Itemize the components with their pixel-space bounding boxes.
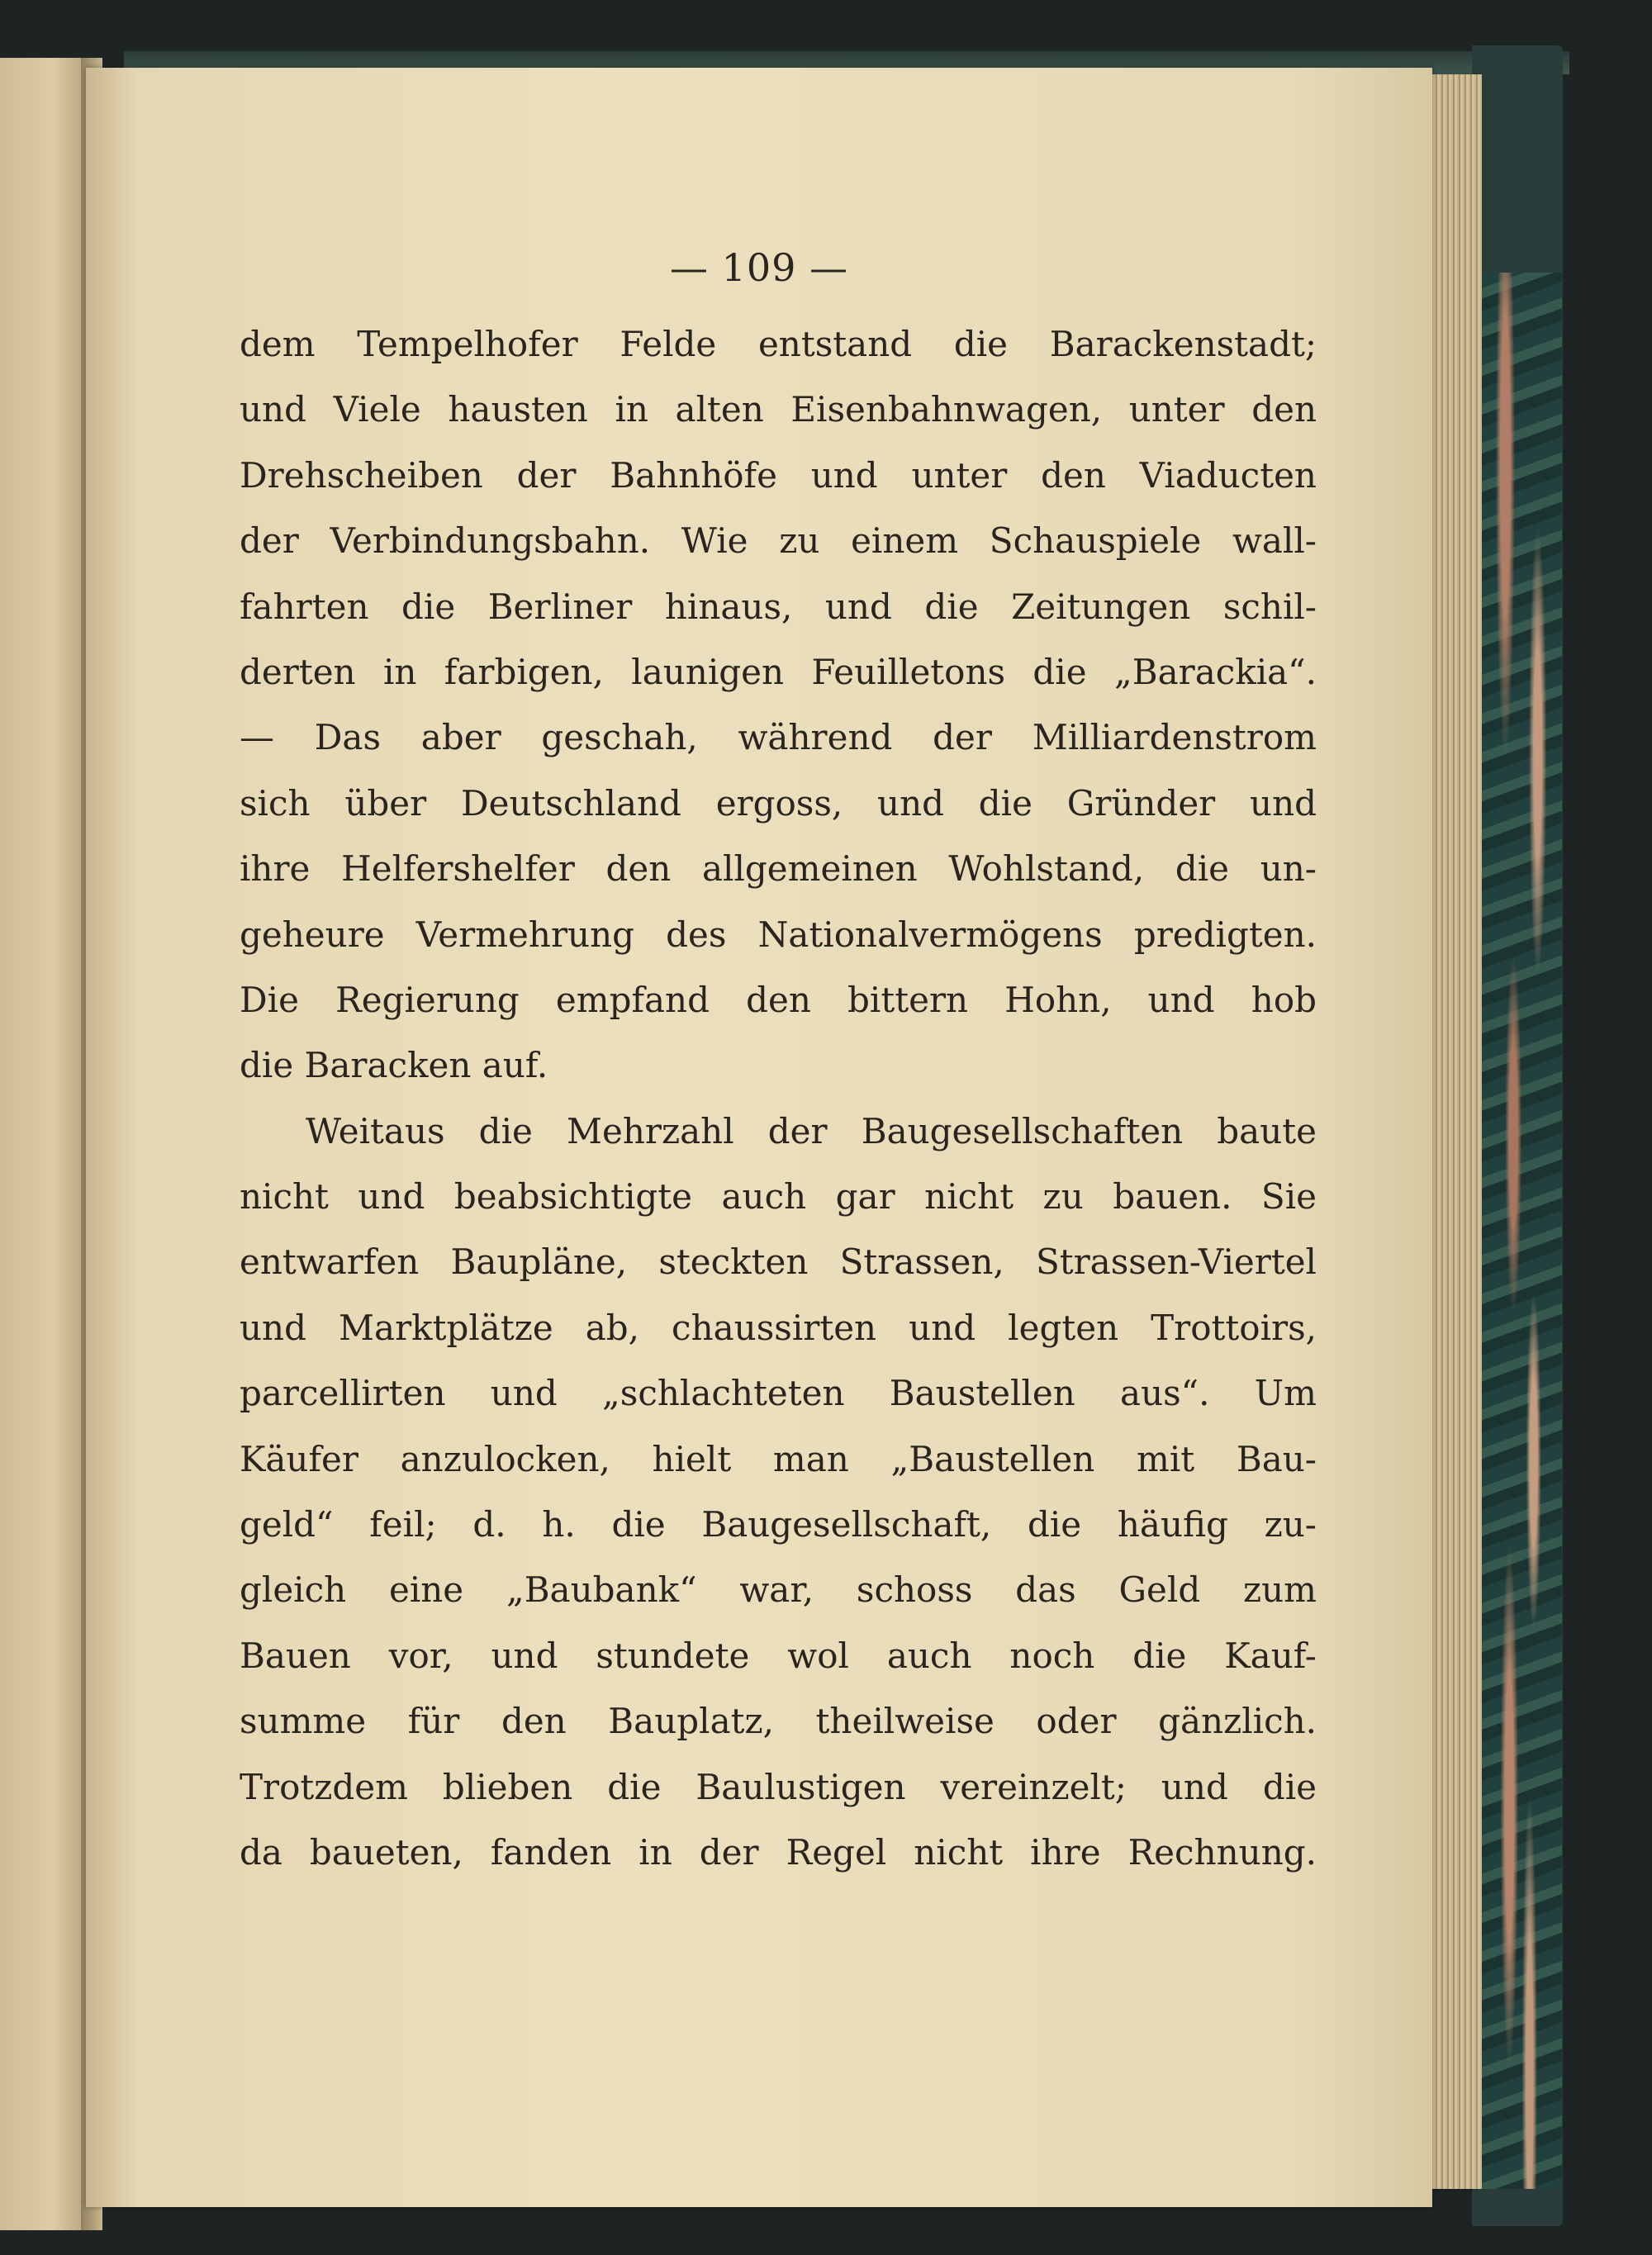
- text-line: nicht und beabsichtigte auch gar nicht zu bauen. Sie: [240, 1176, 1317, 1218]
- text-line: Die Regierung empfand den bittern Hohn, und hob: [240, 979, 1317, 1020]
- text-line: geld“ feil; d. h. die Baugesellschaft, die häufig zu-: [240, 1504, 1317, 1545]
- text-line: Bauen vor, und stundete wol auch noch die Kauf-: [240, 1635, 1317, 1676]
- text-line: geheure Vermehrung des Nationalvermögens predigten.: [240, 914, 1317, 955]
- text-line: der Verbindungsbahn. Wie zu einem Schauspiele wall-: [240, 520, 1317, 562]
- text-line: die Baracken auf.: [240, 1045, 548, 1086]
- text-line: und Viele hausten in alten Eisenbahnwagen, unter den: [240, 389, 1317, 430]
- text-line: parcellirten und „schlachteten Baustellen aus“. Um: [240, 1373, 1317, 1414]
- text-line: Drehscheiben der Bahnhöfe und unter den Viaducten: [240, 454, 1317, 496]
- marbled-endpaper: [1479, 273, 1562, 2189]
- text-line: sich über Deutschland ergoss, und die Gründer und: [240, 782, 1317, 824]
- body-text: [240, 311, 1317, 1885]
- page-number: — 109 —: [669, 245, 849, 290]
- text-line: dem Tempelhofer Felde entstand die Barackenstadt;: [240, 324, 1317, 364]
- text-line: — Das aber geschah, während der Milliardenstrom: [240, 717, 1317, 758]
- text-line: ihre Helfershelfer den allgemeinen Wohlstand, die un-: [240, 848, 1317, 890]
- text-line: derten in farbigen, launigen Feuilletons die „Barackia“.: [240, 651, 1317, 692]
- text-line: Trotzdem blieben die Baulustigen vereinzelt; und die: [240, 1766, 1317, 1807]
- text-line: da baueten, fanden in der Regel nicht ihre Rechnung.: [240, 1831, 1317, 1873]
- text-line: und Marktplätze ab, chaussirten und legten Trottoirs,: [240, 1307, 1317, 1348]
- book-page: [86, 68, 1432, 2207]
- left-page-edge: [0, 58, 87, 2230]
- text-line: gleich eine „Baubank“ war, schoss das Geld zum: [240, 1569, 1317, 1611]
- text-line: entwarfen Baupläne, steckten Strassen, Strassen-Viertel: [240, 1241, 1317, 1283]
- text-line: Käufer anzulocken, hielt man „Baustellen mit Bau-: [240, 1438, 1317, 1479]
- text-line: Weitaus die Mehrzahl der Baugesellschaften baute: [306, 1110, 1317, 1151]
- text-line: fahrten die Berliner hinaus, und die Zeitungen schil-: [240, 586, 1317, 627]
- text-line: summe für den Bauplatz, theilweise oder gänzlich.: [240, 1701, 1317, 1742]
